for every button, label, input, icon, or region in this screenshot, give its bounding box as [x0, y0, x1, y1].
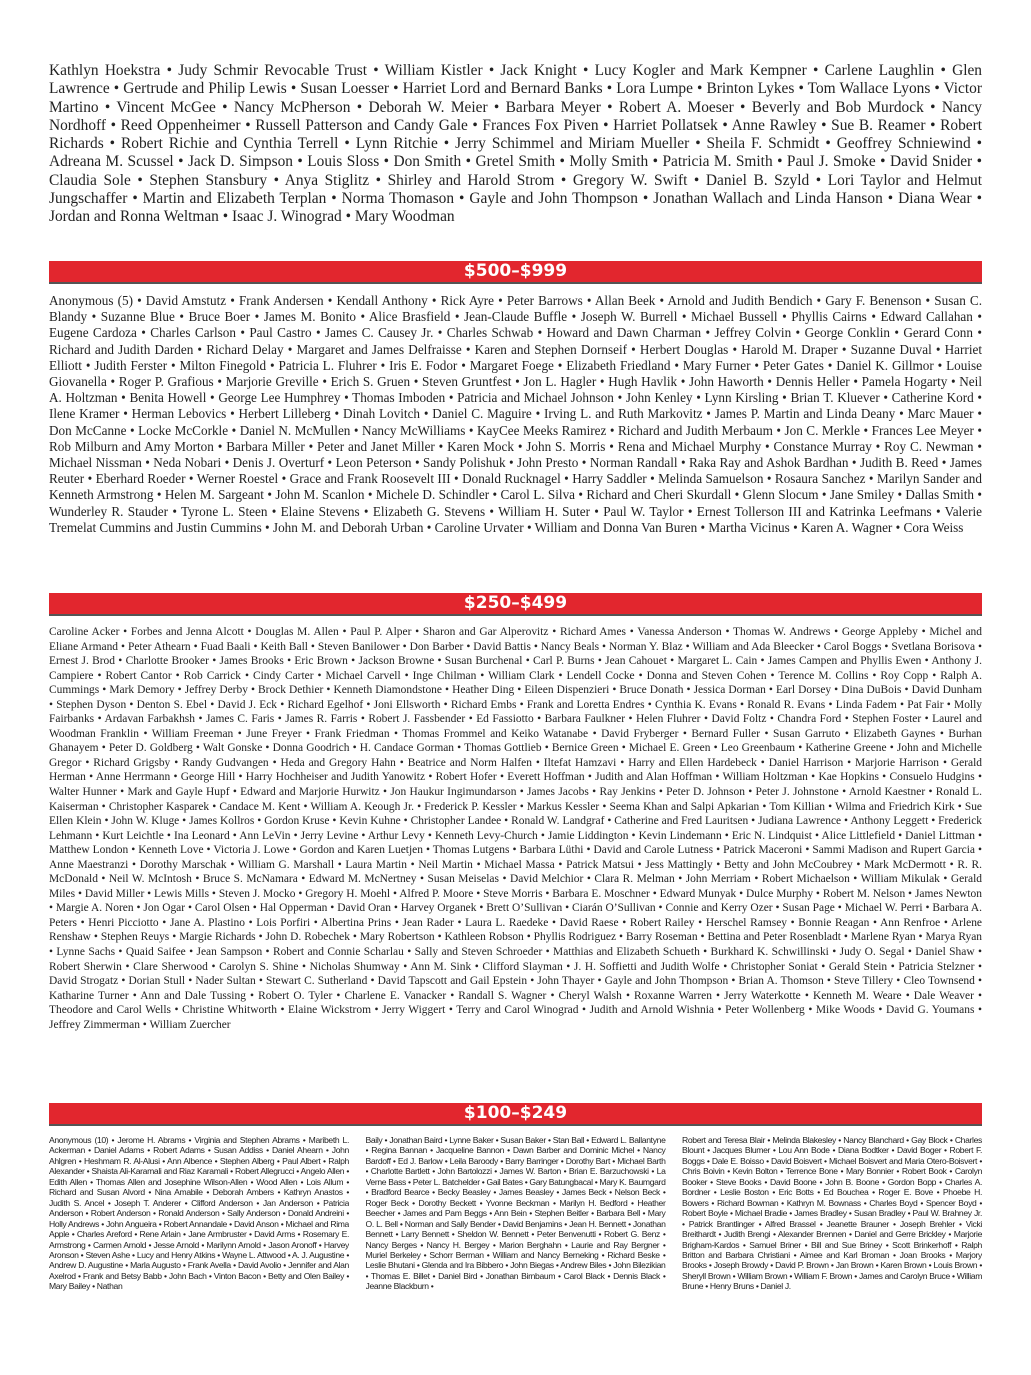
section-title: $100–$249 — [463, 1103, 568, 1123]
section-title: $250–$499 — [463, 593, 568, 613]
section-header-250-499 — [49, 593, 982, 616]
donor-column-1: Anonymous (10) • Jerome H. Abrams • Virginia and Stephen Abrams • Maribeth L. Ackerman • Daniel Adams • Robert Adams • Susan Addiss • Daniel Ahearn • John Ahlgren • Heshmam R. Al-Alusi • Ann Albence • Stephen Alberg • Paul Albert • Ralph Alexander • Shaista Ali-Karamali and Riaz Karamali • Robert Allegrucci • Angelo Allen • Edith Allen • Thomas Allen and Josephine Wilson-Allen • Wood Allen • Lois Allum • Richard and Susan Alvord • Nina Amabile • Deborah Ambers • Kathryn Anastos • Judith S. Ancel • Joseph T. Anderer • Clifford Anderson • Jan Anderson • Patricia Anderson • Robert Anderson • Ronald Anderson • Sally Anderson • Donald Andreini • Holly Andrews • John Angueira • Robert Annandale • David Anson • Michael and Rima Apple • Charles Areford • Rene Arlain • Jane Armbruster • David Arms • Rosemary E. Armstrong • Carmen Arnold • Jesse Arnold • Marilynn Arnold • Jason Aronoff • Harvey Aronson • Steven Ashe • Lucy and Henry Atkins • Wayne L. Attwood • A. J. Augustine • Andrew D. Augustine • Marla Augusto • Frank Avella • David Avolio • Jennifer and Alan Axelrod • Frank and Betsy Babb • John Bach • Vinton Bacon • Betty and Olen Bailey • Mary Bailey • Nathan — [49, 1135, 349, 1292]
donor-column-2: Baily • Jonathan Baird • Lynne Baker • Susan Baker • Stan Ball • Edward L. Ballantyne • Regina Bannan • Jacqueline Bannon • Dawn Barber and Dominic Michel • Nancy Bardoff • Ed J. Barlow • Leila Baroody • Barry Barringer • Dorothy Bart • Michael Barth • Charlotte Bartlett • John Bartolozzi • James W. Barton • Brian E. Barzuchowski • La Verne Bass • Peter L. Batchelder • Gail Bates • Gary Batungbacal • Mary K. Baumgard • Bradford Bearce • Becky Beasley • James Beasley • James Beck • Nelson Beck • Roger Beck • Dorothy Beckett • Yvonne Beckman • Marilyn H. Bedford • Heather Beecher • James and Pam Beggs • Ann Bein • Stephen Beitler • Barbara Bell • Mary O. L. Bell • Norman and Sally Bender • David Benjamins • Jean H. Bennett • Jonathan Bennett • Larry Bennett • Sheldon W. Bennett • Peter Benvenutti • Robert G. Benz • Nancy Berges • Nancy H. Bergey • Marion Berghahn • Laurie and Ray Bergner • Muriel Berkeley • Schorr Berman • William and Nancy Berneking • Richard Beske • Leslie Bhutani • Glenda and Ira Bibbero • John Biegas • Andrew Biles • John Bilezikian • Thomas E. Billet • Daniel Bird • Jonathan Birnbaum • Carol Black • Dennis Black • Jeanne Blackburn • — [365, 1135, 666, 1292]
donor-list-250-499: Caroline Acker • Forbes and Jenna Alcott • Douglas M. Allen • Paul P. Alper • Sharon and Gar Alperovitz • Richard Ames • Vanessa Anderson • Thomas W. Andrews • George Appleby • Michel and Eliane Armand • Peter Athearn • Fuad Baali • Keith Ball • Steven Banilower • Don Barber • David Battis • Nancy Beals • Norman Y. Blaz • William and Ada Bleecker • Carol Boggs • Svetlana Borisova • Ernest J. Brod • Charlotte Brooker • James Brooks • Eric Brown • Jackson Browne • Susan Burchenal • Carl P. Burns • Jean Cahouet • Margaret L. Cain • James Campen and Phyllis Ewen • Anthony J. Campiere • Robert Cantor • Rob Carrick • Cindy Carter • Michael Carvell • Inge Chilman • William Clark • Lendell Cocke • Donna and Steven Cohen • Terence M. Collins • Roy Copp • Ralph A. Cummings • Mark Demory • Jeffrey Derby • Brock Dethier • Kenneth Diamondstone • Heather Ding • Eileen Dispenzieri • Bruce Donath • Jessica Dorman • Earl Dorsey • Dina DuBois • David Dunham • Stephen Dyson • Denton S. Ebel • David J. Eck • Richard Egelhof • Joni Ellsworth • Richard Embs • Frank and Loretta Endres • Cynthia K. Evans • Ronald R. Evans • Linda Fadem • Pat Fair • Molly Fairbanks • Ardavan Farbakhsh • James C. Faris • James R. Farris • Robert J. Fassbender • Ed Fassiotto • Barbara Faulkner • Helen Fluhrer • David Foltz • Chandra Ford • Stephen Foster • Laurel and Woodman Franklin • William Freeman • June Freyer • Frank Friedman • Thomas Frommel and Keiko Watanabe • David Fryberger • Bernard Fuller • Susan Garruto • Elizabeth Gaynes • Burhan Ghanayem • Peter D. Goldberg • Walt Gonske • Donna Goodrich • H. Candace Gorman • Thomas Gottlieb • Bernice Green • Michael E. Green • Leo Greenbaum • Katherine Greene • John and Michelle Gregor • Richard Grigsby • Randy Gudvangen • Heda and Gregory Hahn • Beatrice and Norm Halfen • Iltefat Hamzavi • Harry and Ellen Hardebeck • Daniel Harrison • Marjorie Harrison • Gerald Herman • Anne Herrmann • George Hill • Harry Hochheiser and Judith Yanowitz • Robert Hofer • Everett Hoffman • Judith and Alan Hoffman • William Holtzman • Kae Hopkins • Consuelo Hudgins • Walter Hunner • Mark and Gayle Hupf • Edward and Marjorie Hurwitz • Jon Haukur Ingimundarson • James Jacobs • Ray Jenkins • Peter D. Johnson • Peter J. Johnstone • Arnold Kaestner • Ronald L. Kaiserman • Christopher Kasparek • Candace M. Kent • William A. Keough Jr. • Frederick P. Kessler • Markus Kessler • Seema Khan and Salpi Apkarian • Tom Killian • Wilma and Friedrich Kirk • Sue Ellen Klein • John W. Kluge • James Kollros • Gordon Kruse • Kevin Kuhne • Christopher Landee • Ronald W. Landgraf • Catherine and Fred Lauritsen • Judiana Lawrence • Anthony Leggett • Frederick Lehmann • Kurt Leichtle • Ina Leonard • Ann LeVin • Jerry Levine • Arthur Levy • Kenneth Levy-Church • Jamie Liddington • Kevin Lindemann • Eric N. Lindquist • Alice Littlefield • Daniel Littman • Matthew London • Kenneth Love • Victoria J. Lowe • Gordon and Karen Luetjen • Thomas Lutgens • Barbara Lüthi • David and Carole Lutness • Patrick Maceroni • Sammi Madison and Rupert Garcia • Anne Maestranzi • Dorothy Marschak • William G. Marshall • Laura Martin • Neil Martin • Michael Massa • Patrick Matsui • Jess Mattingly • Betty and John McCoubrey • Mark McDermott • R. R. McDonald • Neil W. McIntosh • Bruce S. McNamara • Edward M. McNertney • Susan Meiselas • David Melchior • Clara R. Melman • John Merriam • Robert Michaelson • William Mikulak • Gerald Miles • David Miller • Lewis Mills • Steven J. Mocko • Gregory H. Moehl • Alfred P. Moore • Steve Morris • Barbara E. Moschner • Edward Munyak • Dulce Murphy • Robert M. Nelson • James Newton • Margie A. Noren • Jon Ogar • Carol Olsen • Hal Opperman • David Oran • Harvey Organek • Brett O’Sullivan • Ciarán O’Sullivan • Connie and Kerry Ozer • Susan Page • Michael W. Perri • Barbara A. Peters • Henri Picciotto • Jane A. Plastino • Lois Porfiri • Albertina Prins • Jean Rader • Laura L. Raedeke • David Raese • Robert Railey • Herschel Ramsey • Bonnie Reagan • Ann Renfroe • Arlene Renshaw • Stephen Reuys • Margie Richards • John D. Robechek • Mary Robertson • Kathleen Robson • Phyllis Rodriguez • Barry Roseman • Bettina and Peter Rosenbladt • Marlene Ryan • Marya Ryan • Lynne Sachs • Quaid Saifee • Jean Sampson • Robert and Connie Scharlau • Sally and Steven Schroeder • Matthias and Elizabeth Schueth • Burkhard K. Schwillinski • Judy O. Segal • Daniel Shaw • Robert Sherwin • Clare Sherwood • Carolyn S. Shine • Nicholas Shumway • Ann M. Sink • Clifford Slayman • J. H. Soffietti and Judith Wolfe • Christopher Soniat • Gerald Stein • Patricia Stelzner • David Strogatz • Dorian Stull • Nader Sultan • Stewart C. Sutherland • David Tapscott and Gail Epstein • John Thayer • Gayle and John Thompson • Brian A. Thomson • Steve Tillery • Cleo Townsend • Katharine Turner • Ann and Dale Tussing • Robert O. Tyler • Charlene E. Vanacker • Randall S. Wagner • Cheryl Walsh • Roxanne Warren • Jerry Waterkotte • Kenneth M. Weare • Dale Weaver • Theodore and Carol Wells • Christine Whitworth • Elaine Wickstrom • Jerry Wiggert • Terry and Carol Winograd • Judith and Arnold Wishnia • Peter Wollenberg • Mike Woods • David G. Youmans • Jeffrey Zimmerman • William Zuercher — [49, 626, 982, 1031]
donor-list-page — [49, 62, 982, 1295]
section-title: $500–$999 — [463, 261, 568, 281]
section-header-100-249 — [49, 1103, 982, 1126]
section-header-500-999 — [49, 261, 982, 284]
donor-list-500-999: Anonymous (5) • David Amstutz • Frank Andersen • Kendall Anthony • Rick Ayre • Peter Barrows • Allan Beek • Arnold and Judith Bendich • Gary F. Benenson • Susan C. Blandy • Suzanne Blue • Bruce Boer • James M. Bonito • Alice Brasfield • Jean-Claude Buffle • Joseph W. Burrell • Michael Bussell • Phyllis Cairns • Edward Callahan • Eugene Cardoza • Charles Carlson • Paul Castro • James C. Causey Jr. • Charles Schwab • Howard and Dawn Charman • Jeffrey Colvin • George Conklin • Gerard Conn • Richard and Judith Darden • Richard Delay • Margaret and James Delfraisse • Karen and Stephen Dornseif • Herbert Douglas • Harold M. Draper • Suzanne Duval • Harriet Elliott • Judith Ferster • Milton Finegold • Patricia L. Fluhrer • Iris E. Fodor • Margaret Foege • Elizabeth Friedland • Mary Furner • Peter Gates • Daniel K. Gillmor • Louise Giovanella • Roger P. Grafious • Marjorie Greville • Erich S. Gruen • Steven Gruntfest • Jon L. Hagler • Hugh Havlik • John Haworth • Dennis Heller • Pamela Hogarty • Neil A. Holtzman • Benita Howell • George Lee Humphrey • Thomas Imboden • Patricia and Michael Johnson • John Kenley • Lynn Kirsling • Brian T. Kluever • Catherine Kord • Ilene Kramer • Herman Lebovics • Herbert Lilleberg • Dinah Lovitch • Daniel C. Maguire • Irving L. and Ruth Markovitz • James P. Martin and Linda Deany • Marc Mauer • Don McCanne • Locke McCorkle • Daniel N. McMullen • Nancy McWilliams • KayCee Meeks Ramirez • Richard and Judith Merbaum • Jon C. Merkle • Frances Lee Meyer • Rob Milburn and Amy Morton • Barbara Miller • Peter and Janet Miller • Karen Mock • John S. Morris • Rena and Michael Murphy • Constance Murray • Roy C. Newman • Michael Nissman • Neda Nobari • Denis J. Overturf • Leon Peterson • Sandy Polishuk • John Presto • Norman Randall • Raka Ray and Ashok Bardhan • Judith B. Reed • James Reuter • Eberhard Roeder • Werner Roestel • Grace and Frank Roosevelt III • Donald Rucknagel • Harry Saddler • Melinda Samuelson • Rosaura Sanchez • Marilyn Sander and Kenneth Armstrong • Helen M. Sargeant • John M. Scanlon • Michele D. Schindler • Carol L. Silva • Richard and Cheri Skurdall • Glenn Slocum • Jane Smiley • Dallas Smith • Wunderley R. Stauder • Tyrone L. Steen • Elaine Stevens • Elizabeth G. Stevens • William H. Suter • Paul W. Taylor • Ernest Tollerson III and Katrinka Leefmans • Valerie Tremelat Cummins and Justin Cummins • John M. and Deborah Urban • Caroline Urvater • William and Donna Van Buren • Martha Vicinus • Karen A. Wagner • Cora Weiss — [49, 293, 982, 535]
donor-columns-100-249 — [49, 1135, 982, 1295]
donor-list-continued: Kathlyn Hoekstra • Judy Schmir Revocable Trust • William Kistler • Jack Knight • Lucy Kogler and Mark Kempner • Carlene Laughlin • Glen Lawrence • Gertrude and Philip Lewis • Susan Loesser • Harriet Lord and Bernard Banks • Lora Lumpe • Brinton Lykes • Tom Wallace Lyons • Victor Martino • Vincent McGee • Nancy McPherson • Deborah W. Meier • Barbara Meyer • Robert A. Moeser • Beverly and Bob Murdock • Nancy Nordhoff • Reed Oppenheimer • Russell Patterson and Candy Gale • Frances Fox Piven • Harriet Pollatsek • Anne Rawley • Sue B. Reamer • Robert Richards • Robert Richie and Cynthia Terrell • Lynn Ritchie • Jerry Schimmel and Miriam Mueller • Sheila F. Schmidt • Geoffrey Schniewind • Adreana M. Scussel • Jack D. Simpson • Louis Sloss • Don Smith • Gretel Smith • Molly Smith • Patricia M. Smith • Paul J. Smoke • David Snider • Claudia Sole • Stephen Stansbury • Anya Stiglitz • Shirley and Harold Strom • Gregory W. Swift • Daniel B. Szyld • Lori Taylor and Helmut Jungschaffer • Martin and Elizabeth Terplan • Norma Thomason • Gayle and John Thompson • Jonathan Wallach and Linda Hanson • Diana Wear • Jordan and Ronna Weltman • Isaac J. Winograd • Mary Woodman — [49, 62, 982, 226]
donor-column-3: Robert and Teresa Blair • Melinda Blakesley • Nancy Blanchard • Gay Block • Charles Blount • Jacques Blumer • Lou Ann Bode • Diana Bodtker • David Boger • Robert F. Boggs • Dale E. Boisso • David Boisvert • Michael Boisvert and Maria Otero-Boisvert • Chris Boivin • Kevin Bolton • Terrence Bone • Mary Bonnier • Robert Book • Carolyn Booker • Steve Books • David Boone • John B. Boone • Gordon Bopp • Charles A. Bordner • Leslie Boston • Eric Botts • Ed Bouchea • Roger E. Bove • Phoebe H. Bowers • Richard Bowman • Kathryn M. Bownass • Charles Boyd • Spencer Boyd • Robert Boyle • Michael Bradie • James Bradley • Susan Bradley • Paul W. Brahney Jr. • Patrick Brantlinger • Alfred Brassel • Jeanette Brauner • Joseph Brehler • Vicki Breithardt • Judith Brengi • Alexander Brennen • Daniel and Gerre Brickley • Marjorie Brigham-Kardos • Samuel Briner • Bill and Sue Briney • Scott Brinkerhoff • Ralph Britton and Barbara Christiani • Aimee and Karl Broman • Joan Brooks • Marjory Brooks • Joseph Browdy • David P. Brown • Jan Brown • Karen Brown • Louis Brown • Sheryll Brown • William Brown • William F. Brown • James and Carolyn Bruce • William Brune • Henry Bruns • Daniel J. — [682, 1135, 982, 1292]
